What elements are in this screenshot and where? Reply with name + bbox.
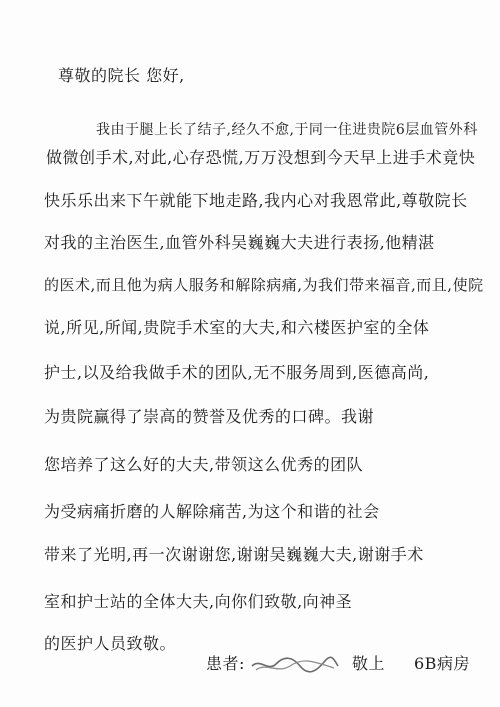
letter-line: 为受病痛折磨的人解除痛苦,为这个和谐的社会: [44, 502, 380, 521]
redacted-name-scribble: [250, 652, 340, 676]
letter-line: 快乐乐出来下午就能下地走路,我内心对我恩常此,尊敬院长: [44, 191, 468, 210]
greeting: 尊敬的院长 您好,: [58, 66, 185, 85]
letter-line: 护士,以及给我做手术的团队,无不服务周到,医德高尚,: [44, 363, 430, 382]
letter-line: 的医护人员致敬。: [44, 634, 177, 653]
closing-label: 患者:: [206, 654, 245, 673]
signoff: 敬上: [352, 654, 386, 673]
letter-line: 做微创手术,对此,心存恐慌,万万没想到今天早上进手术竟快: [46, 148, 476, 167]
letter-line: 带来了光明,再一次谢谢您,谢谢吴巍巍大夫,谢谢手术: [44, 545, 424, 564]
ward-label: 6B病房: [414, 654, 470, 673]
letter-line: 为贵院赢得了崇高的赞誉及优秀的口碑。我谢: [44, 407, 375, 426]
letter-line: 对我的主治医生,血管外科吴巍巍大夫进行表扬,他精湛: [44, 233, 435, 252]
letter-line: 室和护士站的全体大夫,向你们致敬,向神圣: [44, 592, 353, 611]
letter-line: 您培养了这么好的大夫,带领这么优秀的团队: [44, 455, 364, 474]
letter-line: 我由于腿上长了结子,经久不愈,于同一住进贵院6层血管外科: [96, 122, 478, 138]
letter-line: 的医术,而且他为病人服务和解除病痛,为我们带来福音,而且,使院: [44, 276, 484, 294]
letter-line: 说,所见,所闻,贵院手术室的大夫,和六楼医护室的全体: [44, 318, 430, 337]
